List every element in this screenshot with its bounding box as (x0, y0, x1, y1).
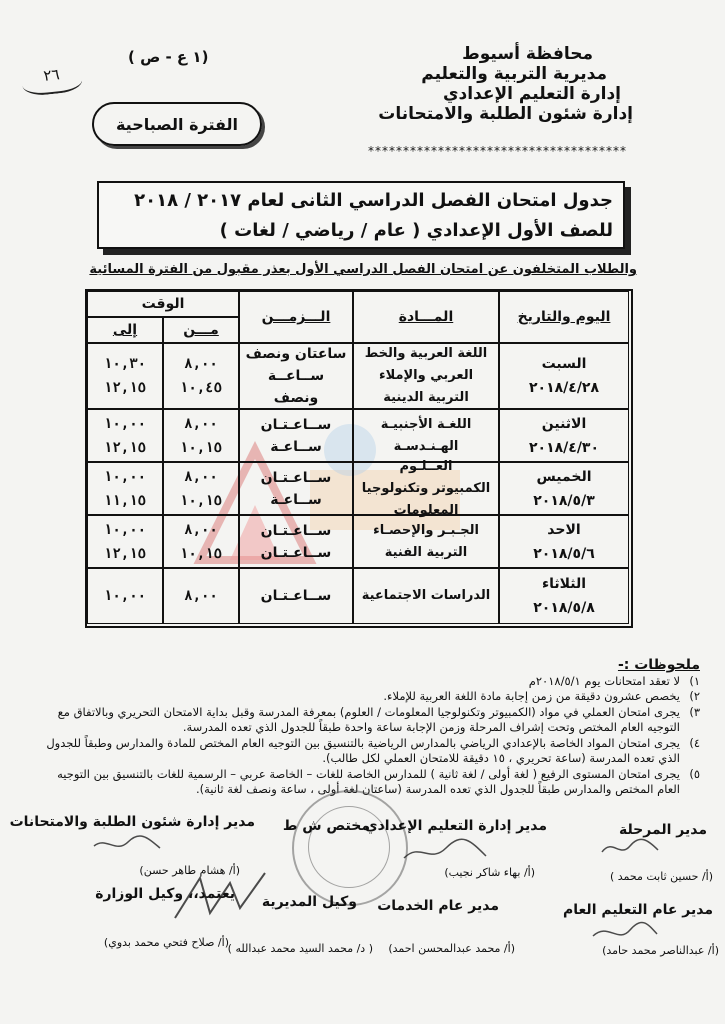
exam-duration: ســاعـتـان (260, 544, 332, 561)
signature-title: وكيل المديرية (261, 894, 357, 910)
exam-time-to: ١٠,٠٠ (103, 588, 147, 604)
table-cell-from (163, 409, 239, 462)
table-cell-to (87, 462, 163, 515)
exam-day: الاثنين (541, 415, 587, 432)
exam-duration: ســاعـتـان (260, 469, 332, 486)
exam-duration: ســاعـتـان (260, 522, 332, 539)
exam-time-from: ١٠,١٥ (179, 492, 223, 509)
exam-time-to: ١٠,٣٠ (103, 356, 147, 372)
header-to: إلى (87, 317, 163, 343)
header-line: إدارة التعليم الإعدادي (442, 84, 621, 104)
signature-title: مدير إدارة التعليم الإعدادي (364, 818, 547, 834)
exam-subject: اللغة العربية والخط العربي والإملاء (364, 346, 488, 383)
exam-subject: اللغـة الأجنبيـة (380, 416, 472, 432)
signature-scribble (600, 836, 660, 860)
signature-title: مدير عام الخدمات (377, 898, 499, 914)
note-item (40, 689, 700, 705)
note-number: ٥) (689, 766, 700, 781)
table-cell-from (163, 568, 239, 624)
header-from: مـــن (163, 317, 239, 343)
stars-divider: ************************************* (368, 144, 627, 158)
note-item (40, 705, 700, 736)
table-cell-day (499, 409, 629, 462)
signature-title: مدير عام التعليم العام (563, 902, 713, 918)
exam-duration: ســاعـة (270, 491, 322, 508)
table-cell-duration (239, 462, 353, 515)
exam-time-to: ١٠,٠٠ (103, 468, 147, 485)
note-item (40, 736, 700, 767)
form-code: (١ ع - ص ) (128, 48, 209, 66)
header-subject: المـــادة (353, 291, 499, 343)
note-text: لا تعقد امتحانات يوم ٢٠١٨/٥/١م (528, 673, 680, 688)
exam-date: ٢٠١٨/٥/٣ (533, 492, 595, 509)
table-cell-subject (353, 515, 499, 568)
table-cell-subject (353, 343, 499, 409)
signatory-name: ( د/ محمد السيد محمد عبدالله ) (227, 942, 373, 955)
table-cell-duration (239, 515, 353, 568)
exam-time-from: ١٠,٤٥ (179, 380, 223, 396)
exam-subject: الكمبيوتر وتكنولوجيا المعلومات (361, 480, 491, 518)
table-cell-day (499, 462, 629, 515)
header-line: إدارة شئون الطلبة والامتحانات (378, 104, 633, 124)
exam-subject: التربية الدينية (383, 390, 469, 405)
table-cell-day (499, 515, 629, 568)
schedule-title: جدول امتحان الفصل الدراسي الثانى لعام ٢٠١٧ / ٢٠١٨ (134, 190, 613, 211)
exam-time-to: ١٠,٠٠ (103, 415, 147, 432)
exam-time-from: ١٠,١٥ (179, 439, 223, 456)
table-cell-day (499, 343, 629, 409)
note-item (40, 674, 700, 690)
signatory-name: (أ/ بهاء شاكر نجيب) (444, 866, 535, 879)
table-cell-subject (353, 458, 499, 518)
table-cell-from (163, 343, 239, 409)
exam-duration: ساعتان ونصف (245, 346, 347, 362)
page-number: ٢٦ (21, 63, 84, 97)
table-cell-to (87, 568, 163, 624)
late-students-note: والطلاب المتخلفون عن امتحان الفصل الدراسي الأول بعذر مقبول من الفترة المسائية (89, 262, 637, 277)
exam-day: السبت (541, 356, 587, 372)
signatory-name: (أ/ محمد عبدالمحسن احمد) (388, 942, 515, 955)
exam-time-to: ١٠,٠٠ (103, 521, 147, 538)
exam-time-from: ٨,٠٠ (184, 521, 218, 538)
note-text: يجرى امتحان المستوى الرفيع ( لغة أولى / لغة ثانية ) للمدارس الخاصة للغات – الخاصة عربي – الرسمية للغات بالتنسيق بين التوجيه العام المختص والمدارس طبقاً للجدول الذي تعده المدرسة (ساعتان لغة أولى ، ساعة ونصف لغة ثانية). (57, 766, 680, 796)
signature-scribble (92, 834, 162, 856)
exam-time-from: ٨,٠٠ (184, 415, 218, 432)
table-cell-duration (239, 568, 353, 624)
exam-subject: الهـنـدسـة (393, 438, 459, 454)
signature-title: مختص ش ط (282, 818, 370, 834)
exam-day: الاحد (547, 521, 581, 538)
exam-subject: الدراسات الاجتماعية (361, 588, 491, 603)
signature-title: يعتمد،، وكيل الوزارة (95, 886, 235, 902)
note-number: ٣) (689, 704, 700, 719)
signature-title: مدير إدارة شئون الطلبة والامتحانات (9, 814, 255, 830)
exam-date: ٢٠١٨/٥/٨ (533, 600, 595, 616)
exam-time-to: ١٢,١٥ (103, 380, 147, 396)
table-cell-duration (239, 409, 353, 462)
notes-list (40, 674, 700, 798)
exam-date: ٢٠١٨/٤/٣٠ (528, 439, 600, 456)
note-text: يجرى امتحان المواد الخاصة بالإعدادي الرياضي بالمدارس الرياضية بالتنسيق بين التوجيه العام المختص للمادة والمدارس وطبقاً للجدول الذي تعده المدرسة (ساعة تحريري ، ١٥ دقيقة للامتحان العملي لكل طالب). (46, 735, 680, 765)
table-cell-day (499, 568, 629, 624)
exam-time-to: ١٢,١٥ (103, 439, 147, 456)
table-cell-from (163, 462, 239, 515)
exam-subject: التربية الفنية (384, 544, 468, 560)
table-cell-subject (353, 409, 499, 462)
table-cell-duration (239, 343, 353, 409)
exam-schedule-table (85, 289, 633, 628)
table-cell-from (163, 515, 239, 568)
exam-day: الخميس (536, 468, 592, 485)
exam-time-from: ٨,٠٠ (184, 356, 218, 372)
header-duration: الـــزمـــن (239, 291, 353, 343)
exam-duration: ســاعــة (267, 368, 325, 384)
table-cell-to (87, 515, 163, 568)
signature-scribble (400, 838, 490, 866)
period-badge: الفترة الصباحية (92, 102, 262, 146)
signatory-name: (أ/ حسين ثابت محمد ) (609, 870, 713, 883)
header-line: مديرية التربية والتعليم (421, 64, 607, 84)
signatory-name: (أ/ عبدالناصر محمد حامد) (602, 944, 719, 957)
notes-section (40, 658, 700, 798)
exam-subject: الجـبـر والإحصـاء (373, 522, 479, 538)
directorate-header (378, 44, 633, 124)
notes-title: ملحوظات :- (617, 657, 700, 673)
signature-title: مدير المرحلة (618, 822, 707, 838)
header-time: الوقت (87, 291, 239, 317)
table-cell-subject (353, 568, 499, 624)
exam-time-to: ١٢,١٥ (103, 545, 147, 562)
exam-date: ٢٠١٨/٥/٦ (533, 545, 595, 562)
table-cell-to (87, 409, 163, 462)
exam-day: الثلاثاء (541, 576, 587, 592)
signature-scribble (170, 868, 270, 928)
signatory-name: (أ/ هشام طاهر حسن) (139, 864, 240, 877)
exam-date: ٢٠١٨/٤/٢٨ (528, 380, 600, 396)
exam-time-to: ١١,١٥ (103, 492, 147, 509)
exam-duration: ونصف (273, 390, 319, 406)
signatory-name: (أ/ صلاح فتحي محمد بدوي) (103, 936, 229, 949)
note-text: يخصص عشرون دقيقة من زمن إجابة مادة اللغة العربية للإملاء. (383, 689, 680, 703)
note-number: ٢) (689, 689, 700, 703)
note-number: ١) (689, 673, 700, 688)
header-day: اليوم والتاريخ (499, 291, 629, 343)
exam-time-from: ٨,٠٠ (184, 588, 218, 604)
exam-time-from: ٨,٠٠ (184, 468, 218, 485)
exam-duration: ســاعـتـان (260, 416, 332, 433)
exam-duration: ســاعـتـان (260, 588, 332, 604)
schedule-subtitle: للصف الأول الإعدادي ( عام / رياضي / لغات ) (219, 220, 613, 241)
official-stamp (292, 790, 408, 906)
note-text: يجرى امتحان العملي في مواد (الكمبيوتر وتكنولوجيا المعلومات / العلوم) بمعرفة المدرسة وقبل بداية الامتحان التحريري وبالاتفاق مع التوجيه العام المختص وتحت إشراف المرحلة وزمن الإجابة ساعة واحدة طبقاً للجدول الذي تعده المدرسة. (57, 704, 680, 734)
table-cell-to (87, 343, 163, 409)
note-number: ٤) (689, 735, 700, 750)
signature-scribble (590, 918, 660, 946)
exam-subject: العــلـوم (399, 458, 453, 474)
exam-duration: ســاعـة (270, 438, 322, 455)
schedule-title-box (97, 181, 625, 249)
header-line: محافظة أسيوط (462, 44, 593, 64)
exam-time-from: ١٠,١٥ (179, 545, 223, 562)
